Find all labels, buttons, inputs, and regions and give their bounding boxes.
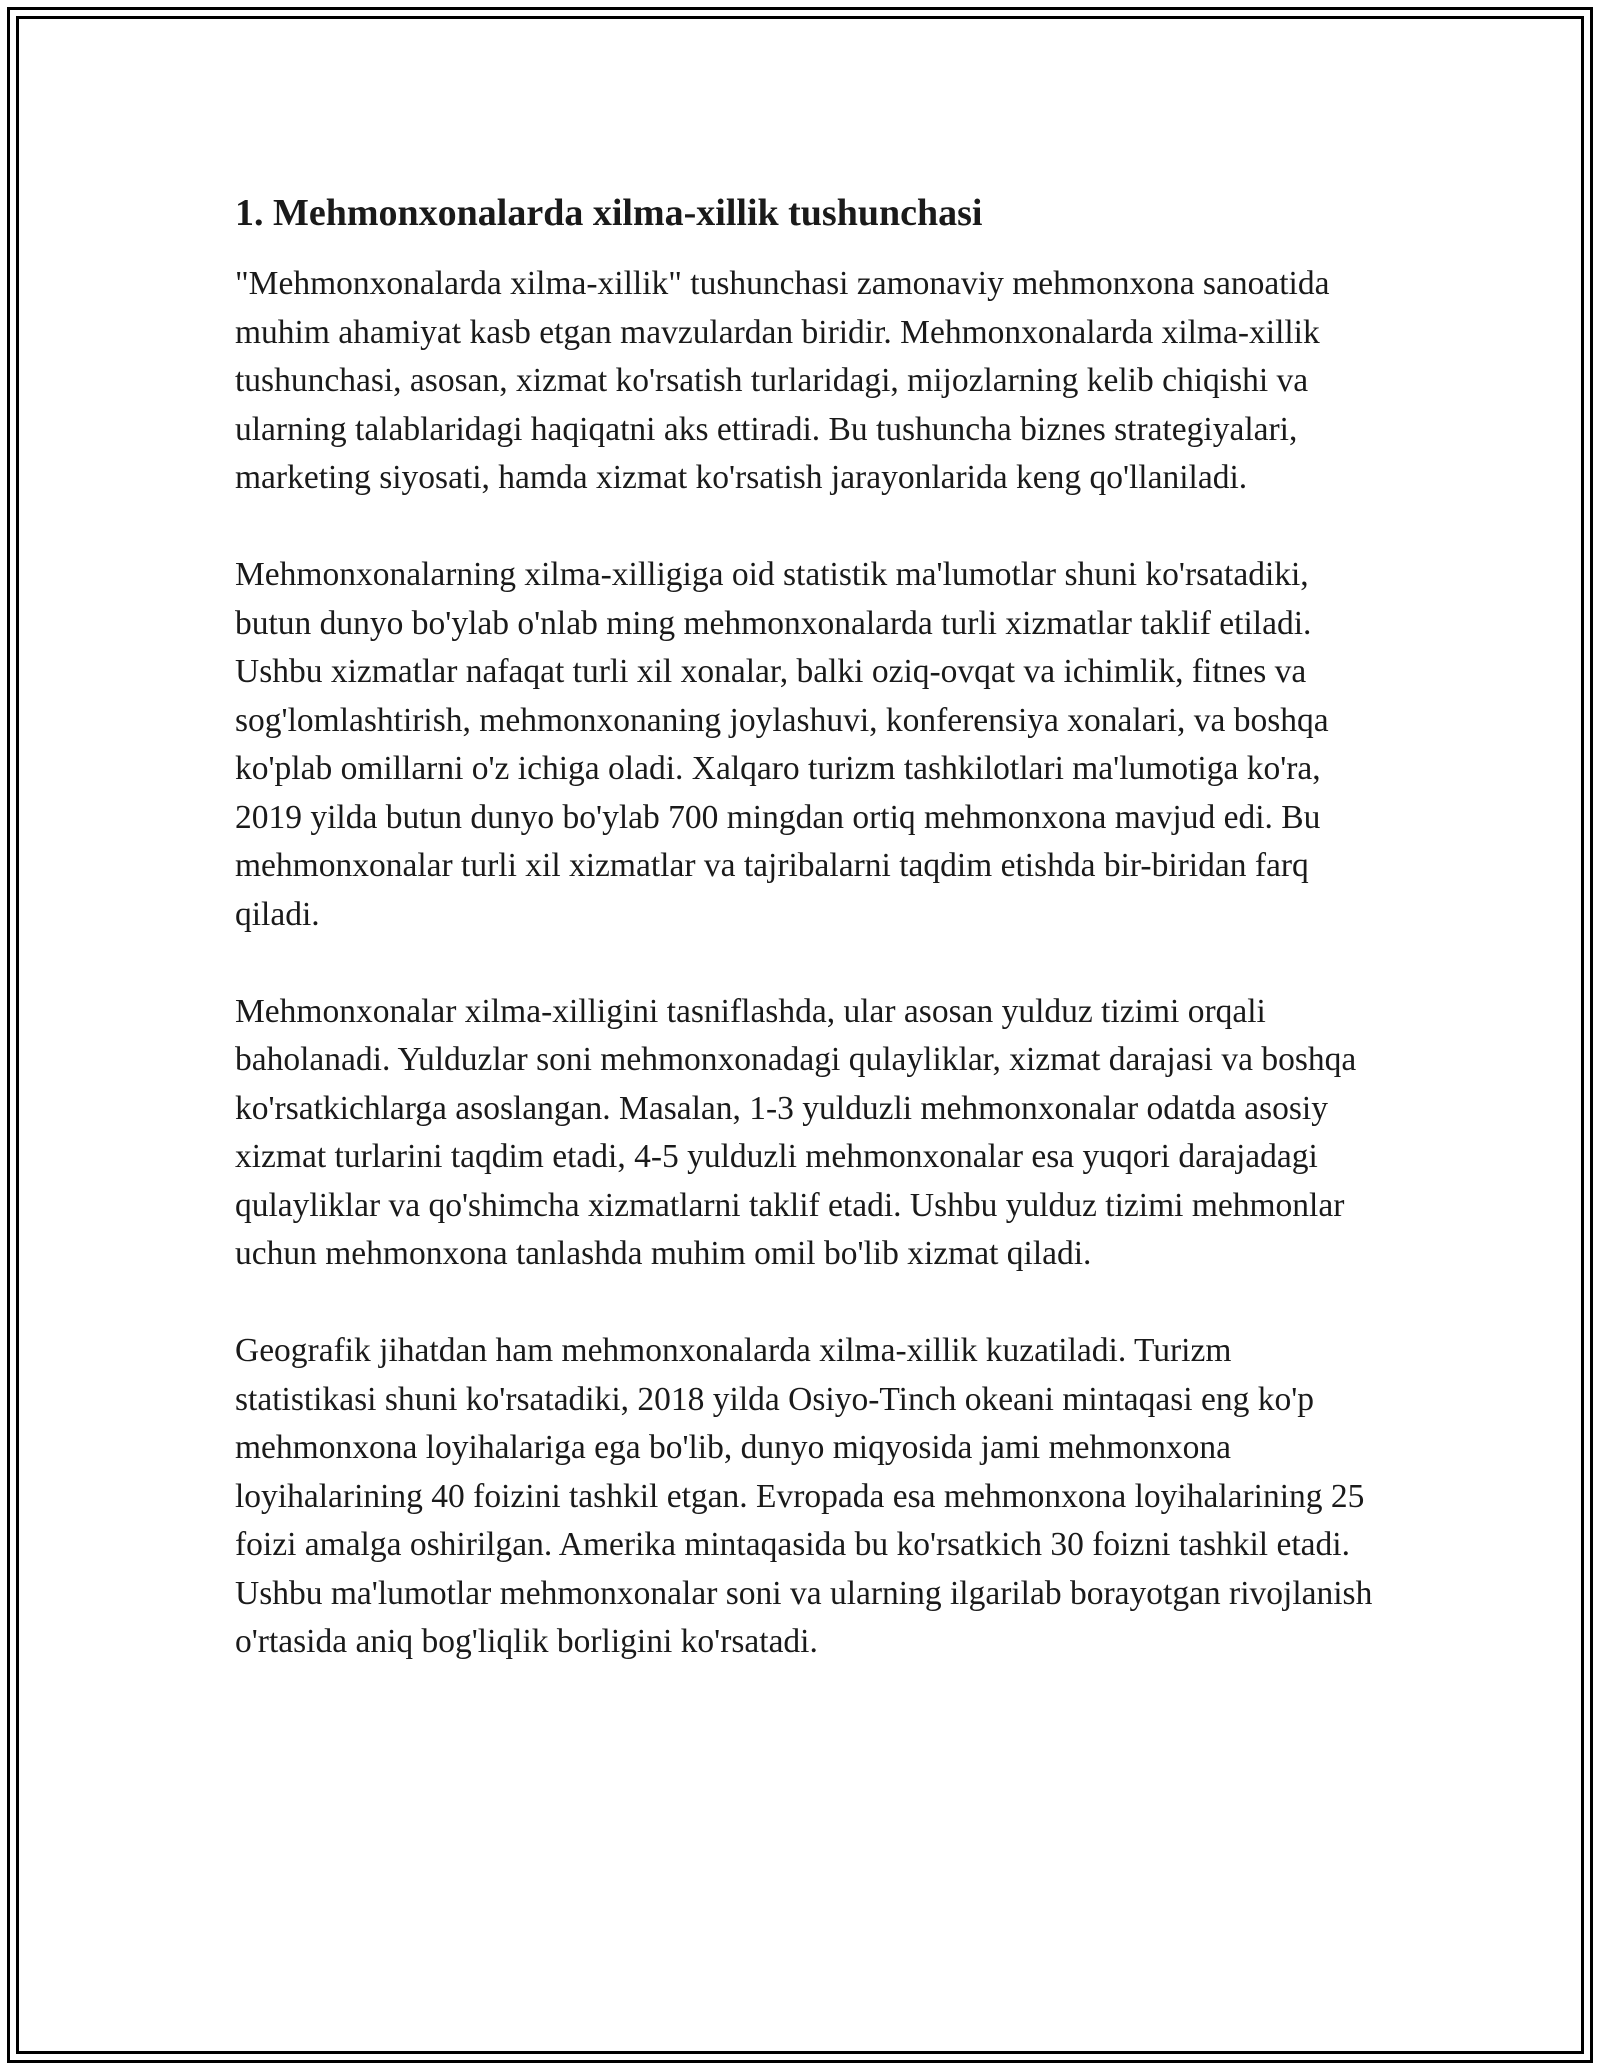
paragraph-geography: Geografik jihatdan ham mehmonxonalarda xilma-xillik kuzatiladi. Turizm statistikasi shuni ko'rsatadiki, 2018 yilda Osiyo-Tinch okeani mintaqasi eng ko'p mehmonxona loyihalariga ega bo'lib, dunyo miqyosida jami mehmonxona loyihalarining 40 foizini tashkil etgan. Evropada esa mehmonxona loyihalarining 25 foizi amalga oshirilgan. Amerika mintaqasida bu ko'rsatkich 30 foizni tashkil etadi. Ushbu ma'lumotlar mehmonxonalar soni va ularning ilgarilab borayotgan rivojlanish o'rtasida aniq bog'liqlik borligini ko'rsatadi. — [235, 1332, 1373, 1660]
paragraph-star-rating: Mehmonxonalar xilma-xilligini tasniflashda, ular asosan yulduz tizimi orqali baholanadi. Yulduzlar soni mehmonxonadagi qulayliklar, xizmat darajasi va boshqa ko'rsatkichlarga asoslangan. Masalan, 1-3 yulduzli mehmonxonalar odatda asosiy xizmat turlarini taqdim etadi, 4-5 yulduzli mehmonxonalar esa yuqori darajadagi qulayliklar va qo'shimcha xizmatlarni taklif etadi. Ushbu yulduz tizimi mehmonlar uchun mehmonxona tanlashda muhim omil bo'lib xizmat qiladi. — [235, 992, 1357, 1272]
paragraph-intro: "Mehmonxonalarda xilma-xillik" tushunchasi zamonaviy mehmonxona sanoatida muhim ahamiyat kasb etgan mavzulardan biridir. Mehmonxonalarda xilma-xillik tushunchasi, asosan, xizmat ko'rsatish turlaridagi, mijozlarning kelib chiqishi va ularning talablaridagi haqiqatni aks ettiradi. Bu tushuncha biznes strategiyalari, marketing siyosati, hamda xizmat ko'rsatish jarayonlarida keng qo'llaniladi. — [235, 265, 1330, 496]
document-body — [235, 188, 1375, 1715]
section-title: 1. Mehmonxonalarda xilma-xillik tushunchasi — [235, 192, 983, 234]
paragraph-statistics: Mehmonxonalarning xilma-xilligiga oid statistik ma'lumotlar shuni ko'rsatadiki, butun dunyo bo'ylab o'nlab ming mehmonxonalarda turli xizmatlar taklif etiladi. Ushbu xizmatlar nafaqat turli xil xonalar, balki oziq-ovqat va ichimlik, fitnes va sog'lomlashtirish, mehmonxonaning joylashuvi, konferensiya xonalari, va boshqa ko'plab omillarni o'z ichiga oladi. Xalqaro turizm tashkilotlari ma'lumotiga ko'ra, 2019 yilda butun dunyo bo'ylab 700 mingdan ortiq mehmonxona mavjud edi. Bu mehmonxonalar turli xil xizmatlar va tajribalarni taqdim etishda bir-biridan farq qiladi. — [235, 556, 1329, 933]
